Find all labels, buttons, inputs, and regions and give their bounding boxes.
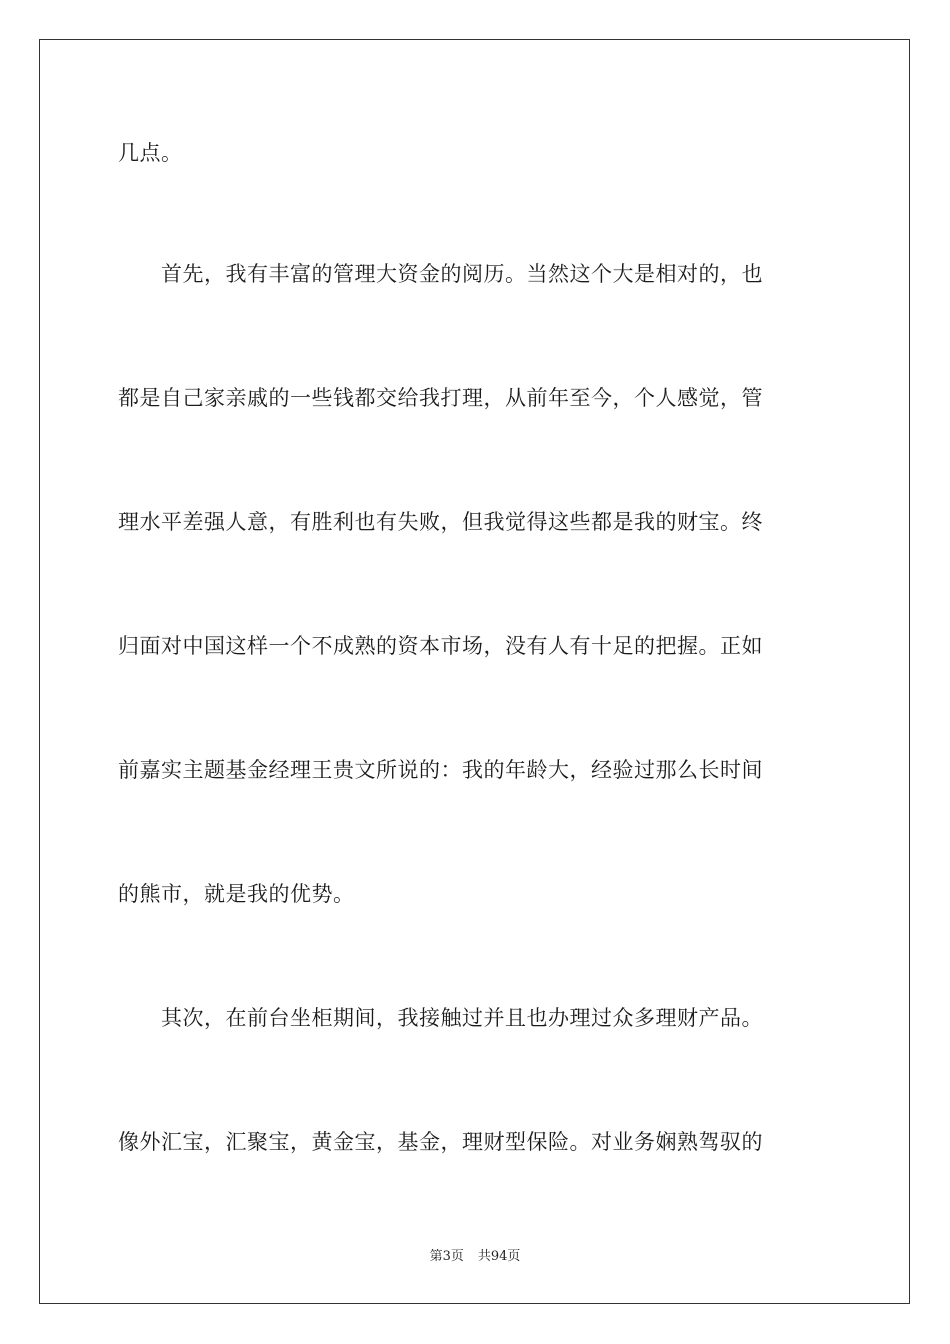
text-line: 的熊市，就是我的优势。 xyxy=(118,882,355,906)
text-line: 像外汇宝，汇聚宝，黄金宝，基金，理财型保险。对业务娴熟驾驭的 xyxy=(118,1130,763,1154)
page-total: 共94页 xyxy=(477,1249,521,1264)
text-line: 几点。 xyxy=(118,141,183,165)
page-footer xyxy=(0,1248,950,1266)
page-number: 第3页 xyxy=(429,1249,464,1264)
text-line: 理水平差强人意，有胜利也有失败，但我觉得这些都是我的财宝。终 xyxy=(118,510,763,534)
text-line: 首先，我有丰富的管理大资金的阅历。当然这个大是相对的，也 xyxy=(118,262,763,286)
text-line: 前嘉实主题基金经理王贵文所说的：我的年龄大，经验过那么长时间 xyxy=(118,758,763,782)
text-line: 都是自己家亲戚的一些钱都交给我打理，从前年至今，个人感觉，管 xyxy=(118,386,763,410)
text-line: 归面对中国这样一个不成熟的资本市场，没有人有十足的把握。正如 xyxy=(118,634,763,658)
page-frame xyxy=(39,39,910,1304)
text-line: 其次，在前台坐柜期间，我接触过并且也办理过众多理财产品。 xyxy=(118,1006,763,1030)
